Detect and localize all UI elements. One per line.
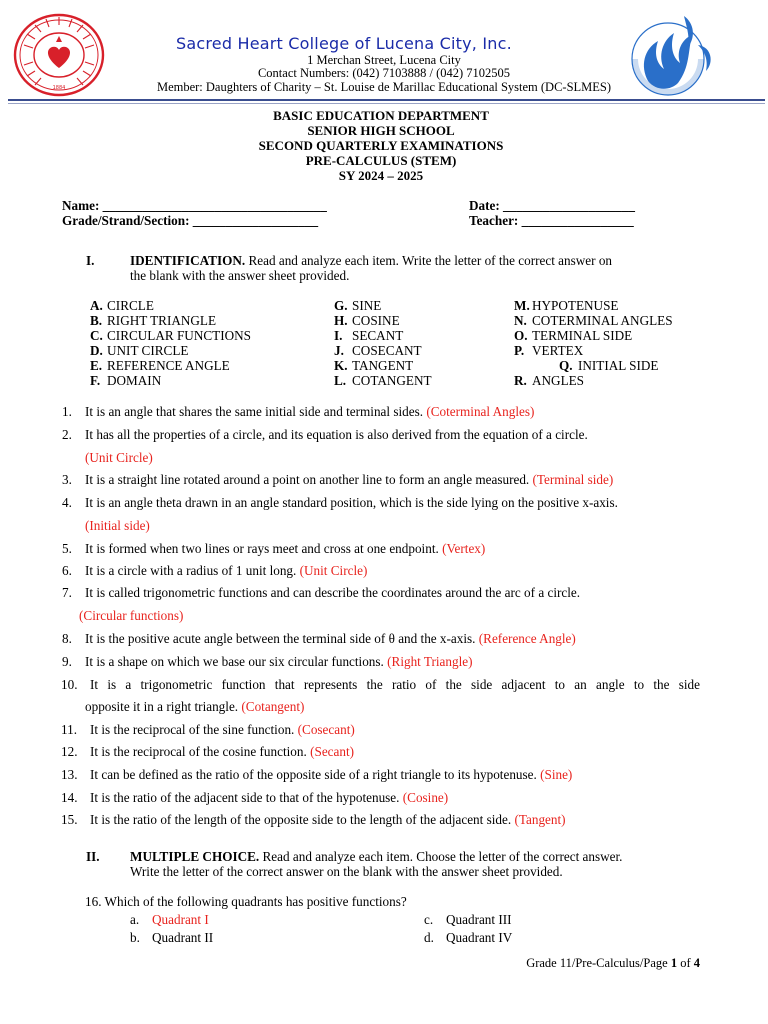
item-number: 13. xyxy=(61,767,78,782)
choice-text: CIRCLE xyxy=(107,298,154,313)
choice-letter: H. xyxy=(334,313,348,328)
item-text xyxy=(85,472,613,488)
shs-title: SENIOR HIGH SCHOOL xyxy=(307,123,455,138)
footer-total: 4 xyxy=(693,956,700,970)
item-question: It is called trigonometric functions and can describe the coordinates around the arc of a circle. xyxy=(85,585,581,600)
q16-option-d: d. xyxy=(424,930,434,945)
part1-instructions xyxy=(130,253,612,269)
item-answer: (Tangent) xyxy=(514,812,566,827)
item-text xyxy=(85,495,618,511)
item-answer: (Circular functions) xyxy=(79,608,184,623)
choice-text: COSECANT xyxy=(352,343,422,358)
item-number: 1. xyxy=(62,404,72,419)
choice-letter: B. xyxy=(90,313,103,328)
footer-prefix: Grade 11/Pre-Calculus/Page xyxy=(526,956,671,970)
footer-page: 1 xyxy=(670,956,678,970)
item-number: 8. xyxy=(62,631,72,646)
choice-text: COSINE xyxy=(352,313,400,328)
page-footer xyxy=(526,956,700,971)
item-answer: (Initial side) xyxy=(85,518,150,533)
choice-text: COTANGENT xyxy=(352,373,432,388)
item-text xyxy=(90,677,700,693)
teacher-field: Teacher: _________________ xyxy=(469,213,634,228)
choice-letter: R. xyxy=(514,373,527,388)
choice-letter: K. xyxy=(334,358,348,373)
item-question: It is the reciprocal of the cosine function. xyxy=(90,744,307,759)
subject-title: PRE-CALCULUS (STEM) xyxy=(305,153,457,168)
choice-text: VERTEX xyxy=(532,343,584,358)
choice-letter: D. xyxy=(90,343,103,358)
choice-text: COTERMINAL ANGLES xyxy=(532,313,673,328)
item-text xyxy=(90,790,448,806)
choice-letter: M. xyxy=(514,298,530,313)
item-question: It is an angle theta drawn in an angle standard position, which is the side lying on the positive x-axis. xyxy=(85,495,618,510)
choice-text: INITIAL SIDE xyxy=(578,358,659,373)
item-text xyxy=(90,767,572,783)
item-question: It is the ratio of the adjacent side to that of the hypotenuse. xyxy=(90,790,400,805)
item-question: It is a circle with a radius of 1 unit long. xyxy=(85,563,297,578)
choice-text: CIRCULAR FUNCTIONS xyxy=(107,328,251,343)
q16-option-c: c. xyxy=(424,912,434,927)
item-question: It can be defined as the ratio of the opposite side of a right triangle to its hypotenuse. xyxy=(90,767,537,782)
item-text xyxy=(85,585,580,601)
item-number: 7. xyxy=(62,585,72,600)
part1-number: I. xyxy=(86,253,95,268)
grade-field: Grade/Strand/Section: ___________________ xyxy=(62,213,319,228)
item-answer: (Cosine) xyxy=(402,790,449,805)
part2-instr-line1: Read and analyze each item. Choose the letter of the correct answer. xyxy=(262,849,623,864)
exam-title: SECOND QUARTERLY EXAMINATIONS xyxy=(258,138,504,153)
item-question: It is the reciprocal of the sine function. xyxy=(90,722,295,737)
school-year: SY 2024 – 2025 xyxy=(338,168,424,183)
dept-title: BASIC EDUCATION DEPARTMENT xyxy=(273,108,489,123)
item-question: It is a trigonometric function that represents the ratio of the side adjacent to an angle to the side xyxy=(90,677,700,692)
q16-number: 16. xyxy=(85,894,102,909)
date-field: Date: ____________________ xyxy=(469,198,635,213)
q16-option-a-text: Quadrant I xyxy=(152,912,209,927)
member-line: Member: Daughters of Charity – St. Louise de Marillac Educational System (DC-SLMES) xyxy=(156,80,612,94)
item-question: It is a straight line rotated around a point on another line to form an angle measured. xyxy=(85,472,530,487)
item-number: 2. xyxy=(62,427,72,442)
choice-text: REFERENCE ANGLE xyxy=(107,358,230,373)
item-answer: (Cotangent) xyxy=(241,699,305,714)
item-text xyxy=(85,654,473,670)
part1-instr-line2: the blank with the answer sheet provided. xyxy=(130,268,350,283)
choice-letter: E. xyxy=(90,358,103,373)
name-field: Name: __________________________________ xyxy=(62,198,327,213)
item-question: It is the positive acute angle between the terminal side of θ and the x-axis. xyxy=(85,631,476,646)
item-answer: (Right Triangle) xyxy=(387,654,473,669)
part1-heading: IDENTIFICATION. xyxy=(130,253,246,268)
item-text xyxy=(90,812,566,828)
item-number: 10. xyxy=(61,677,78,692)
item-text xyxy=(90,744,354,760)
item-answer: (Cosecant) xyxy=(297,722,355,737)
item-question: It is the ratio of the length of the opposite side to the length of the adjacent side. xyxy=(90,812,512,827)
item-number: 11. xyxy=(61,722,77,737)
item-number: 3. xyxy=(62,472,72,487)
item-text xyxy=(90,722,355,738)
choice-letter: F. xyxy=(90,373,101,388)
q16-stem xyxy=(85,894,407,910)
choice-letter: P. xyxy=(514,343,525,358)
item-question-cont: opposite it in a right triangle. xyxy=(85,699,239,714)
choice-letter: Q. xyxy=(559,358,573,373)
part2-heading: MULTIPLE CHOICE. xyxy=(130,849,260,864)
choice-text: RIGHT TRIANGLE xyxy=(107,313,217,328)
choice-letter: N. xyxy=(514,313,527,328)
item-number: 15. xyxy=(61,812,78,827)
item-answer: (Vertex) xyxy=(442,541,486,556)
item-text xyxy=(85,563,367,579)
address: 1 Merchan Street, Lucena City xyxy=(307,53,461,67)
item-number: 9. xyxy=(62,654,72,669)
item-answer: (Unit Circle) xyxy=(85,450,153,465)
choice-text: UNIT CIRCLE xyxy=(107,343,189,358)
item-text-continued xyxy=(85,699,304,715)
q16-option-c-text: Quadrant III xyxy=(446,912,512,927)
contact-numbers: Contact Numbers: (042) 7103888 / (042) 7102505 xyxy=(257,66,511,80)
footer-of: of xyxy=(677,956,694,970)
item-answer: (Sine) xyxy=(540,767,573,782)
q16-option-d-text: Quadrant IV xyxy=(446,930,513,945)
school-name: Sacred Heart College of Lucena City, Inc. xyxy=(176,34,512,53)
item-text xyxy=(85,541,485,557)
q16-text: Which of the following quadrants has positive functions? xyxy=(104,894,407,909)
choice-text: ANGLES xyxy=(532,373,585,388)
choice-letter: C. xyxy=(90,328,103,343)
item-question: It is formed when two lines or rays meet and cross at one endpoint. xyxy=(85,541,439,556)
item-question: It is an angle that shares the same initial side and terminal sides. xyxy=(85,404,424,419)
choice-letter: O. xyxy=(514,328,528,343)
part2-number: II. xyxy=(86,849,100,864)
part2-instr-line2: Write the letter of the correct answer on the blank with the answer sheet provided. xyxy=(130,864,563,879)
item-number: 5. xyxy=(62,541,72,556)
part2-instructions xyxy=(130,849,622,865)
svg-text:1884: 1884 xyxy=(52,85,66,91)
choice-letter: G. xyxy=(334,298,348,313)
choice-text: SECANT xyxy=(352,328,404,343)
choice-letter: I. xyxy=(334,328,343,343)
choice-text: TANGENT xyxy=(352,358,414,373)
part1-instr-line1: Read and analyze each item. Write the letter of the correct answer on xyxy=(248,253,613,268)
choice-text: SINE xyxy=(352,298,382,313)
header-divider xyxy=(8,99,765,101)
choice-text: TERMINAL SIDE xyxy=(532,328,633,343)
choice-letter: L. xyxy=(334,373,347,388)
q16-option-b-text: Quadrant II xyxy=(152,930,214,945)
q16-option-a: a. xyxy=(130,912,140,927)
item-number: 12. xyxy=(61,744,78,759)
item-text xyxy=(85,631,576,647)
item-answer: (Terminal side) xyxy=(532,472,614,487)
item-number: 14. xyxy=(61,790,78,805)
choice-letter: A. xyxy=(90,298,103,313)
item-text xyxy=(85,404,534,420)
choice-text: DOMAIN xyxy=(107,373,162,388)
item-question: It is a shape on which we base our six circular functions. xyxy=(85,654,384,669)
item-number: 6. xyxy=(62,563,72,578)
item-answer: (Coterminal Angles) xyxy=(426,404,535,419)
q16-option-b: b. xyxy=(130,930,140,945)
item-number: 4. xyxy=(62,495,72,510)
item-question: It has all the properties of a circle, and its equation is also derived from the equation of a circle. xyxy=(85,427,588,442)
header-divider-thin xyxy=(8,103,765,104)
choice-text: HYPOTENUSE xyxy=(532,298,619,313)
item-answer: (Unit Circle) xyxy=(299,563,368,578)
item-answer: (Secant) xyxy=(310,744,355,759)
item-text xyxy=(85,427,588,443)
item-answer: (Reference Angle) xyxy=(478,631,576,646)
choice-letter: J. xyxy=(334,343,344,358)
